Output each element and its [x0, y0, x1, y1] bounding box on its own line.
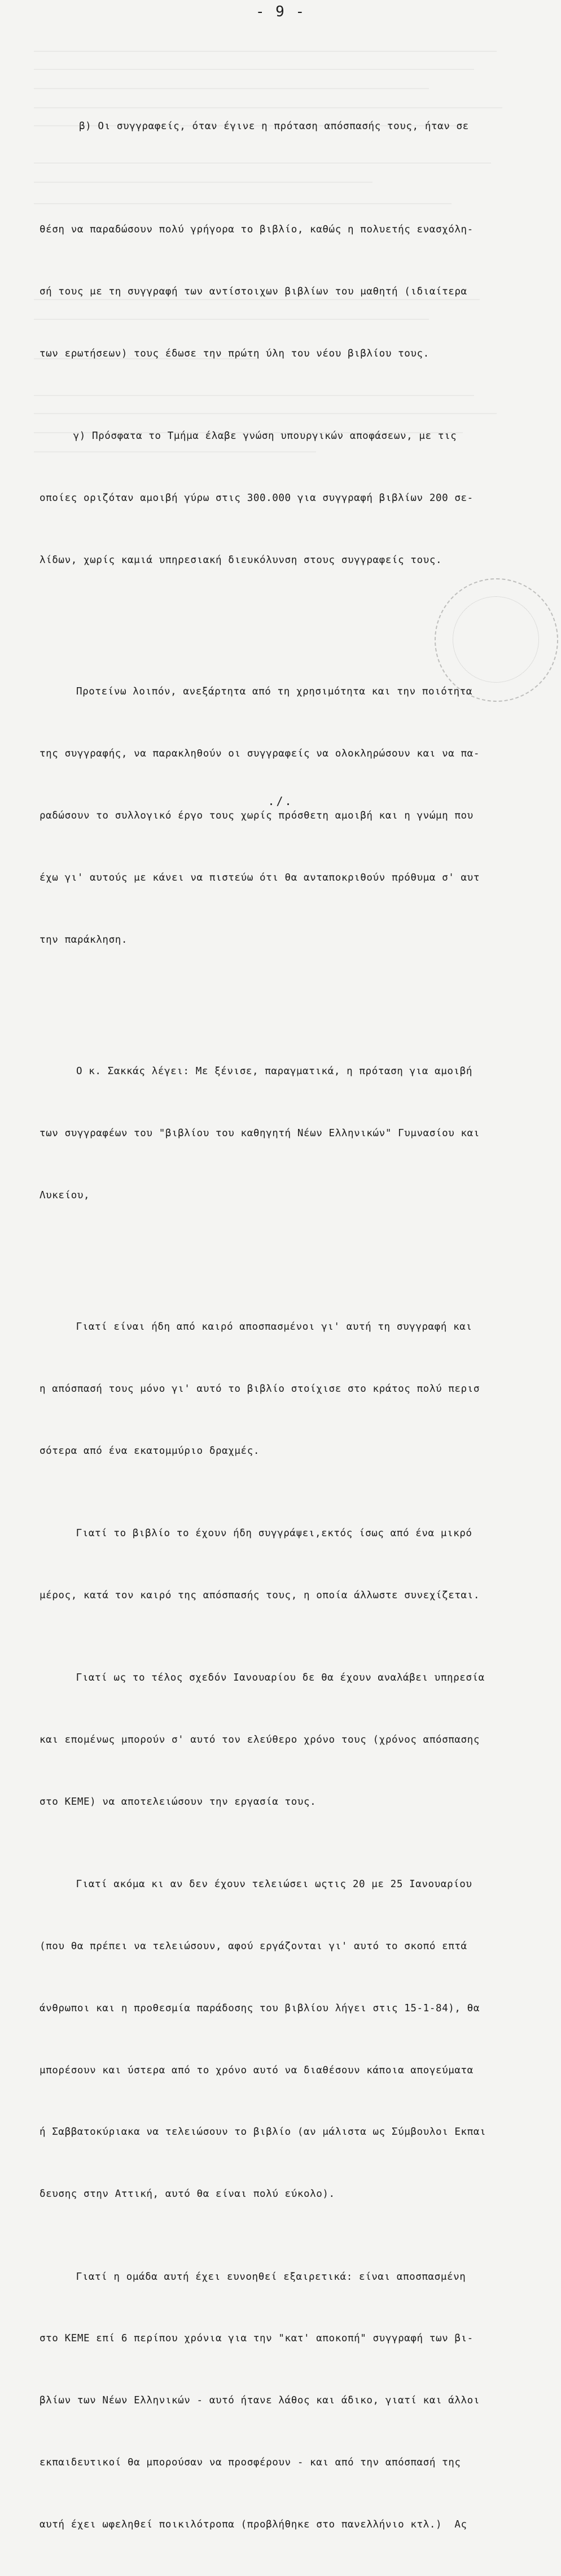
text-line: την παράκληση. — [40, 934, 128, 946]
text-line: αυτή έχει ωφεληθεί ποικιλότροπα (προβλήθηκε στο πανελλήνιο κτλ.) Ας — [40, 2518, 467, 2530]
text-line: ή Σαββατοκύριακα να τελειώσουν το βιβλίο (αν μάλιστα ως Σύμβουλοι Εκπαι — [40, 2126, 487, 2138]
text-line: βλίων των Νέων Ελληνικών - αυτό ήτανε λάθος και άδικο, γιατί και άλλοι — [40, 2395, 480, 2407]
text-line: στο ΚΕΜΕ) να αποτελειώσουν την εργασία τους. — [40, 1796, 317, 1808]
text-line: οποίες οριζόταν αμοιβή γύρω στις 300.000 για συγγραφή βιβλίων 200 σε- — [40, 493, 474, 504]
text-line: λίδων, χωρίς καμιά υπηρεσιακή διευκόλυνση στους συγγραφείς τους. — [40, 554, 442, 566]
text-line: Ο κ. Σακκάς λέγει: Με ξένισε, παραγματικά, η πρόταση για αμοιβή — [76, 1066, 472, 1078]
paragraph-b — [79, 75, 559, 178]
continuation-mark: ./. — [268, 794, 293, 808]
text-line: ραδώσουν το συλλογικό έργο τους χωρίς πρόσθετη αμοιβή και η γνώμη που — [40, 810, 474, 821]
text-line: σότερα από ένα εκατομμύριο δραχμές. — [40, 1445, 260, 1457]
text-line: Γιατί είναι ήδη από καιρό αποσπασμένοι γι' αυτή τη συγγραφή και — [51, 1321, 472, 1333]
faint-circular-stamp — [435, 578, 558, 702]
text-line: Γιατί η ομάδα αυτή έχει ευνοηθεί εξαιρετικά: είναι αποσπασμένη — [51, 2271, 466, 2283]
text-line: εκπαιδευτικοί θα μπορούσαν να προσφέρουν - και από την απόσπασή της — [40, 2456, 461, 2468]
text-line: θέση να παραδώσουν πολύ γρήγορα το βιβλίο, καθώς η πολυετής ενασχόλη- — [40, 224, 474, 236]
text-line: σή τους με τη συγγραφή των αντίστοιχων βιβλίων του μαθητή (ιδιαίτερα — [40, 286, 467, 298]
text-line: και επομένως μπορούν σ' αυτό τον ελεύθερο χρόνο τους (χρόνος απόσπασης — [40, 1734, 480, 1746]
text-line: μπορέσουν και ύστερα από το χρόνο αυτό να διαθέσουν κάποια απογεύματα — [40, 2064, 474, 2076]
text-line: της συγγραφής, να παρακληθούν οι συγγραφείς να ολοκληρώσουν και να πα- — [40, 748, 480, 760]
text-line: Γιατί ως το τέλος σχεδόν Ιανουαρίου δε θα έχουν αναλάβει υπηρεσία — [51, 1672, 485, 1684]
text-line: Γιατί ακόμα κι αν δεν έχουν τελειώσει ωςτις 20 με 25 Ιανουαρίου — [51, 1879, 472, 1891]
text-line: Προτείνω λοιπόν, ανεξάρτητα από τη χρησιμότητα και την ποιότητα — [76, 686, 472, 698]
page-number: - 9 - — [255, 3, 306, 20]
text-line: (που θα πρέπει να τελειώσουν, αφού εργάζονται γι' αυτό το σκοπό επτά — [40, 1941, 467, 1953]
text-line: Γιατί το βιβλίο το έχουν ήδη συγγράψει,εκτός ίσως από ένα μικρό — [51, 1528, 472, 1540]
text-line: άνθρωποι και η προθεσμία παράδοσης του βιβλίου λήγει στις 15-1-84), θα — [40, 2002, 480, 2014]
text-line: Λυκείου, — [40, 1189, 90, 1201]
text-line: β) Οι συγγραφείς, όταν έγινε η πρόταση απόσπασής τους, ήταν σε — [79, 121, 469, 133]
body-text — [40, 34, 559, 2576]
text-line: δευσης στην Αττική, αυτό θα είναι πολύ εύκολο). — [40, 2188, 335, 2200]
text-line: μέρος, κατά τον καιρό της απόσπασής τους, η οποία άλλωστε συνεχίζεται. — [40, 1589, 480, 1601]
text-line: στο ΚΕΜΕ επί 6 περίπου χρόνια για την "κατ' αποκοπή" συγγραφή των βι- — [40, 2333, 474, 2345]
text-line: των ερωτήσεων) τους έδωσε την πρώτη ύλη του νέου βιβλίου τους. — [40, 348, 429, 359]
text-line: των συγγραφέων του "βιβλίου του καθηγητή Νέων Ελληνικών" Γυμνασίου και — [40, 1127, 480, 1139]
text-line: η απόσπασή τους μόνο γι' αυτό το βιβλίο στοίχισε στο κράτος πολύ περισ — [40, 1383, 480, 1395]
text-line: γ) Πρόσφατα το Τμήμα έλαβε γνώση υπουργικών αποφάσεων, με τις — [48, 430, 457, 442]
text-line: έχω γι' αυτούς με κάνει να πιστεύω ότι θα ανταποκριθούν πρόθυμα σ' αυτ — [40, 872, 480, 883]
